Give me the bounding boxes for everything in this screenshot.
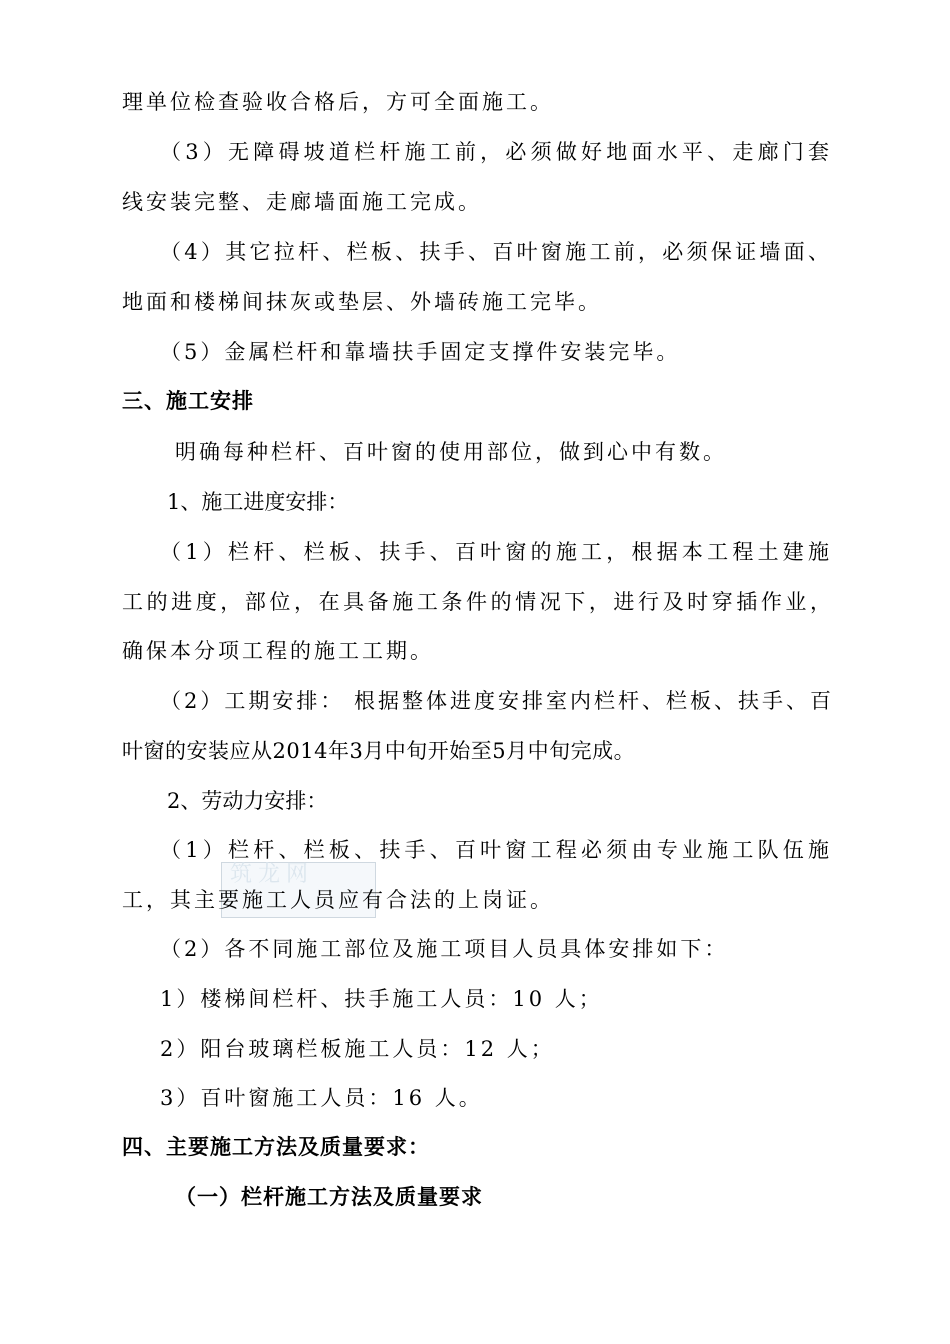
text-line-18: （2）各不同施工部位及施工项目人员具体安排如下： (160, 937, 729, 961)
text-line-3: 线安装完整、走廊墙面施工完成。 (122, 190, 482, 214)
text-line-4: （4）其它拉杆、栏板、扶手、百叶窗施工前，必须保证墙面、 (160, 240, 832, 264)
text-line-5: 地面和楼梯间抹灰或垫层、外墙砖施工完毕。 (122, 290, 602, 314)
list-item-3: 3）百叶窗施工人员：16 人。 (160, 1086, 483, 1110)
text-line-2: （3）无障碍坡道栏杆施工前，必须做好地面水平、走廊门套 (160, 140, 832, 164)
text-line-1: 理单位检查验收合格后，方可全面施工。 (122, 90, 554, 114)
text-line-16: （1）栏杆、栏板、扶手、百叶窗工程必须由专业施工队伍施 (160, 838, 832, 862)
text-line-12: 确保本分项工程的施工工期。 (122, 639, 434, 663)
watermark-text: 筑龙网 (230, 862, 315, 887)
text-line-17: 工，其主要施工人员应有合法的上岗证。 (122, 888, 554, 912)
subheading-labor: 2、劳动力安排： (167, 789, 328, 813)
text-line-6: （5）金属栏杆和靠墙扶手固定支撑件安装完毕。 (160, 340, 681, 364)
text-line-13: （2）工期安排： 根据整体进度安排室内栏杆、栏板、扶手、百 (160, 689, 832, 713)
text-line-10: （1）栏杆、栏板、扶手、百叶窗的施工，根据本工程土建施 (160, 540, 832, 564)
section-heading-3: 三、施工安排 (122, 388, 254, 413)
list-item-2: 2）阳台玻璃栏板施工人员：12 人； (160, 1037, 555, 1061)
subheading-schedule: 1、施工进度安排： (167, 490, 349, 514)
list-item-1: 1）楼梯间栏杆、扶手施工人员：10 人； (160, 987, 603, 1011)
text-line-14: 叶窗的安装应从2014年3月中旬开始至5月中旬完成。 (122, 739, 636, 763)
subsection-heading-1: （一）栏杆施工方法及质量要求 (175, 1184, 483, 1209)
text-line-8: 明确每种栏杆、百叶窗的使用部位，做到心中有数。 (175, 440, 727, 464)
section-heading-4: 四、主要施工方法及质量要求： (122, 1134, 430, 1159)
text-line-11: 工的进度，部位，在具备施工条件的情况下，进行及时穿插作业， (122, 590, 832, 614)
